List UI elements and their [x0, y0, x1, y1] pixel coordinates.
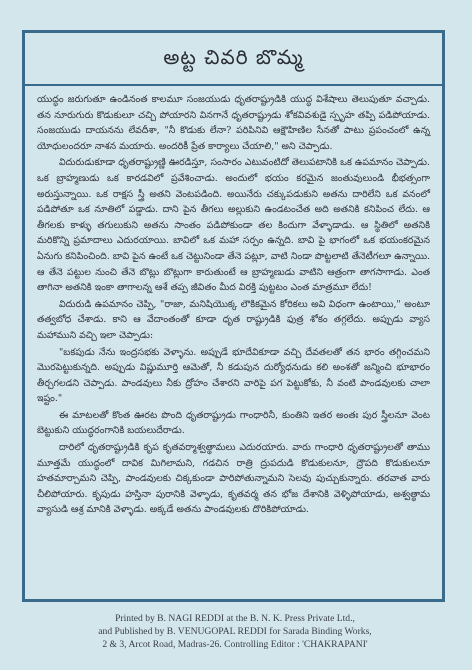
paragraph-1: యుద్ధం జరుగుతూ ఉండినంత కాలమూ సంజయుడు ధృతరాష్ట్రుడికి యుద్ధ విశేషాలు తెలుపుతూ వచ్చాడు. తన నూరుగురు కొడుకులూ చచ్చి పోయారని వినగానే ధృతరాష్ట్రుడు శోకవివశుడై స్పృహ తప్పి పడిపోయాడు. సంజయుడు దాయనను లేవదీశా, "నీ కొడుకు లేనా? పరిపినివి ఆక్షౌహిణిల సేనతో పాటు ప్రపంచంలో ఉన్న యోధులందరూ నాశన మయారు. అందరికీ ప్రేత కార్యాలు చేయాలి," అని చెప్పాడు.: [37, 94, 430, 152]
content-frame: [22, 30, 445, 602]
paragraph-2: విదురుడుకూడా ధృతరాష్ట్రుణ్ణి ఊరడిస్తూ, సంసారం ఎటువంటిదో తెలుపటానికి ఒక ఉపమానం చెప్పాడు. ఒక బ్రాహ్మణుడు ఒక కారడవిలో ప్రవేశించాడు. అందులో భయం కరమైన జంతువులుండి భీభత్సంగా అరుస్తున్నాయి. ఒక రాక్షస స్త్రీ అతని వెంటపడింది. అయినేరు చక్కుపడుకుని అతను దారిలేని ఒక వనంలో పడిపోతూ ఒక నూతిలో పడ్డాడు. దాని పైన తీగలు అల్లుకుని ఉండటంచేత అది అతనికి కనిపించ లేదు. ఆ తీగలకు కాళ్ళు తగులుకుని అతను సాంతం పడిపోకుండా తల కిందుగా వేళ్ళాడాడు. ఆ స్థితిలో అతనికి మరికొన్ని ప్రమాదాలు ఎదురయాయి. బావిలో ఒక మహా సర్పం ఉన్నది. బావి పై భాగంలో ఒక భయంకరమైన ఏనుగు కనిపించింది. బావి పైన ఉంటే ఒక చెట్టునిండా తేనె పట్లూ, వాటి నిండా పొట్టలాటి తేనెటీగలూ ఉన్నాయి. ఆ తేనె పట్టుల నుంచి తేనె బొట్లు బొట్లుగా కారుతుంటే ఆ బ్రాహ్మణుడు వాటిని ఆత్రంగా తాగసాగాడు. ఎంత తాగినా అతనికి ఇంకా తాగాలన్న ఆశే తప్ప జీవితం మీద విరక్తి పుట్టటం ఎంత మాత్రమూ లేదు!: [37, 157, 430, 294]
page-title: అట్ట చివరి బొమ్మ: [163, 45, 304, 69]
title-divider: [25, 84, 442, 86]
paragraph-6: దారిలో ధృతరాష్ట్రుడికి కృప కృతవర్మాశ్వత్థామలు ఎదురయారు. వారు గాంధారి ధృతరాష్ట్రులతో తాము మూత్తమే యుద్ధంలో దావిక మిగిలామని, గడచిన రాత్రి ద్రుపదుడి కొడుకులనూ, ద్రౌపది కొడుకులనూ హతమార్చామని చెప్పి, పాండవులకు చిక్కకుండా పారిపోతున్నామని సెలవు పుచ్చుకున్నారు. తరవాత వారు చీలిపోయారు. కృపుడు హస్తినా పురానికి వెళ్ళాడు, కృతవర్మ తన భోజ దేశానికి వెళ్ళిపోయాడు, అశ్వత్థామ వ్యాసుడి ఆశ్ర మానికి వెళ్ళాడు. అక్కడే అతను పాండవులకు దొరికిపోయాడు.: [37, 442, 430, 516]
printer-imprint: [30, 612, 440, 651]
paragraph-3: విదురుడి ఉపమానం చెప్పి, "రాజా, మనిషియొక్క లౌకికమైన కోరికలు అవి విధంగా ఉంటాయి," అంటూ తత్వబోధ చేశాడు. కాని ఆ వేదాంతంతో కూడా ధృత రాష్ట్రుడికి ఫుత్ర శోకం తగ్గలేదు. అప్పుడు వ్యాస మహాముని వచ్చి ఇలా చెప్పాడు:: [37, 298, 430, 341]
imprint-line-2: and Published by B. VENUGOPAL REDDI for Sarada Binding Works,: [98, 626, 372, 637]
imprint-line-3: 2 & 3, Arcot Road, Madras-26. Controlling Editor : 'CHAKRAPANI': [102, 639, 368, 650]
paragraph-4: "బకపుడు నేను ఇంద్రసభకు వెళ్ళాను. అప్పుడే భూదేవికూడా వచ్చి దేవతలతో తన భారం తగ్గించమని మొరపెట్టుకున్నది. అప్పుడు విష్ణుమూర్తి ఆమెతో, నీ కడుపున దుర్యోధనుడు కలి అంశతో జన్మించి భూభారం తీర్చగలడని చెప్పాడు. పాండవులు నీకు ద్రోహం చేశారని వారిపై పగ పెట్టుకోకు, నీ వంటి పాండవులకు చాలా ఇష్టం.": [37, 346, 430, 405]
paragraph-5: ఈ మాటలతో కొంత ఊరట పొంది ధృతరాష్ట్రుడు గాంధారినీ, కుంతిని ఇతర అంతః పుర స్త్రీలనూ వెంట బెట్టుకుని యుద్ధరంగానికి బయలుదేరాడు.: [37, 409, 430, 437]
imprint-line-1: Printed by B. NAGI REDDI at the B. N. K. Press Private Ltd.,: [115, 613, 355, 624]
story-body: [37, 92, 430, 518]
